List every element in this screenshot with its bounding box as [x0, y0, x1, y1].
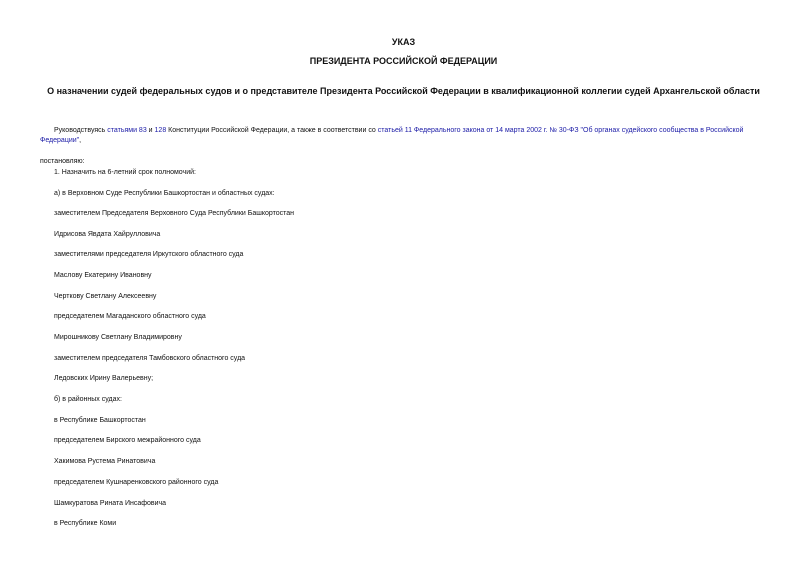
constitution-article-128-link[interactable]: 128	[154, 127, 167, 134]
list-item: Маслову Екатерину Ивановну	[54, 272, 152, 279]
list-item: председателем Кушнаренковского районного суда	[54, 479, 219, 486]
list-item: Черткову Светлану Алексеевну	[54, 293, 157, 300]
decree-word: постановляю:	[40, 158, 85, 165]
list-item: Мирошникову Светлану Владимировну	[54, 334, 182, 341]
list-item: а) в Верховном Суде Республики Башкортостан и областных судах:	[54, 190, 275, 197]
list-item: Шамкуратова Рината Инсафовича	[54, 500, 167, 507]
list-item: б) в районных судах:	[54, 396, 122, 403]
list-item: заместителями председателя Иркутского областного суда	[54, 251, 244, 258]
list-item: в Республике Башкортостан	[54, 417, 146, 424]
intro-text: ,	[79, 137, 82, 144]
document-subtitle: ПРЕЗИДЕНТА РОССИЙСКОЙ ФЕДЕРАЦИИ	[309, 56, 498, 66]
list-item: председателем Бирского межрайонного суда	[54, 437, 201, 444]
federal-law-article-11-link[interactable]: статьей 11 Федерального закона от 14 марта 2002 г. № 30-ФЗ "Об органах судейского сообщества в Российской Федерации"	[40, 127, 744, 144]
list-item: Идрисова Явдата Хайрулловича	[54, 231, 161, 238]
list-item: председателем Магаданского областного суда	[54, 313, 206, 320]
list-item: Ледовских Ирину Валерьевну;	[54, 375, 154, 382]
document-title: УКАЗ	[391, 37, 416, 47]
intro-text: Конституции Российской Федерации, а также в соответствии со	[166, 127, 378, 134]
list-item: Хакимова Рустема Ринатовича	[54, 458, 156, 465]
intro-paragraph	[40, 126, 770, 146]
intro-text: Руководствуясь	[54, 127, 108, 134]
list-item: в Республике Коми	[54, 520, 117, 527]
intro-text: и	[146, 127, 155, 134]
constitution-article-83-link[interactable]: статьями 83	[107, 127, 147, 134]
list-item: 1. Назначить на 6-летний срок полномочий:	[54, 169, 196, 176]
document-heading: О назначении судей федеральных судов и о представителе Президента Российской Федерации в квалификационной коллегии судей Архангельской области	[47, 86, 760, 96]
list-item: заместителем Председателя Верховного Суда Республики Башкортостан	[54, 210, 295, 217]
list-item: заместителем председателя Тамбовского областного суда	[54, 355, 246, 362]
